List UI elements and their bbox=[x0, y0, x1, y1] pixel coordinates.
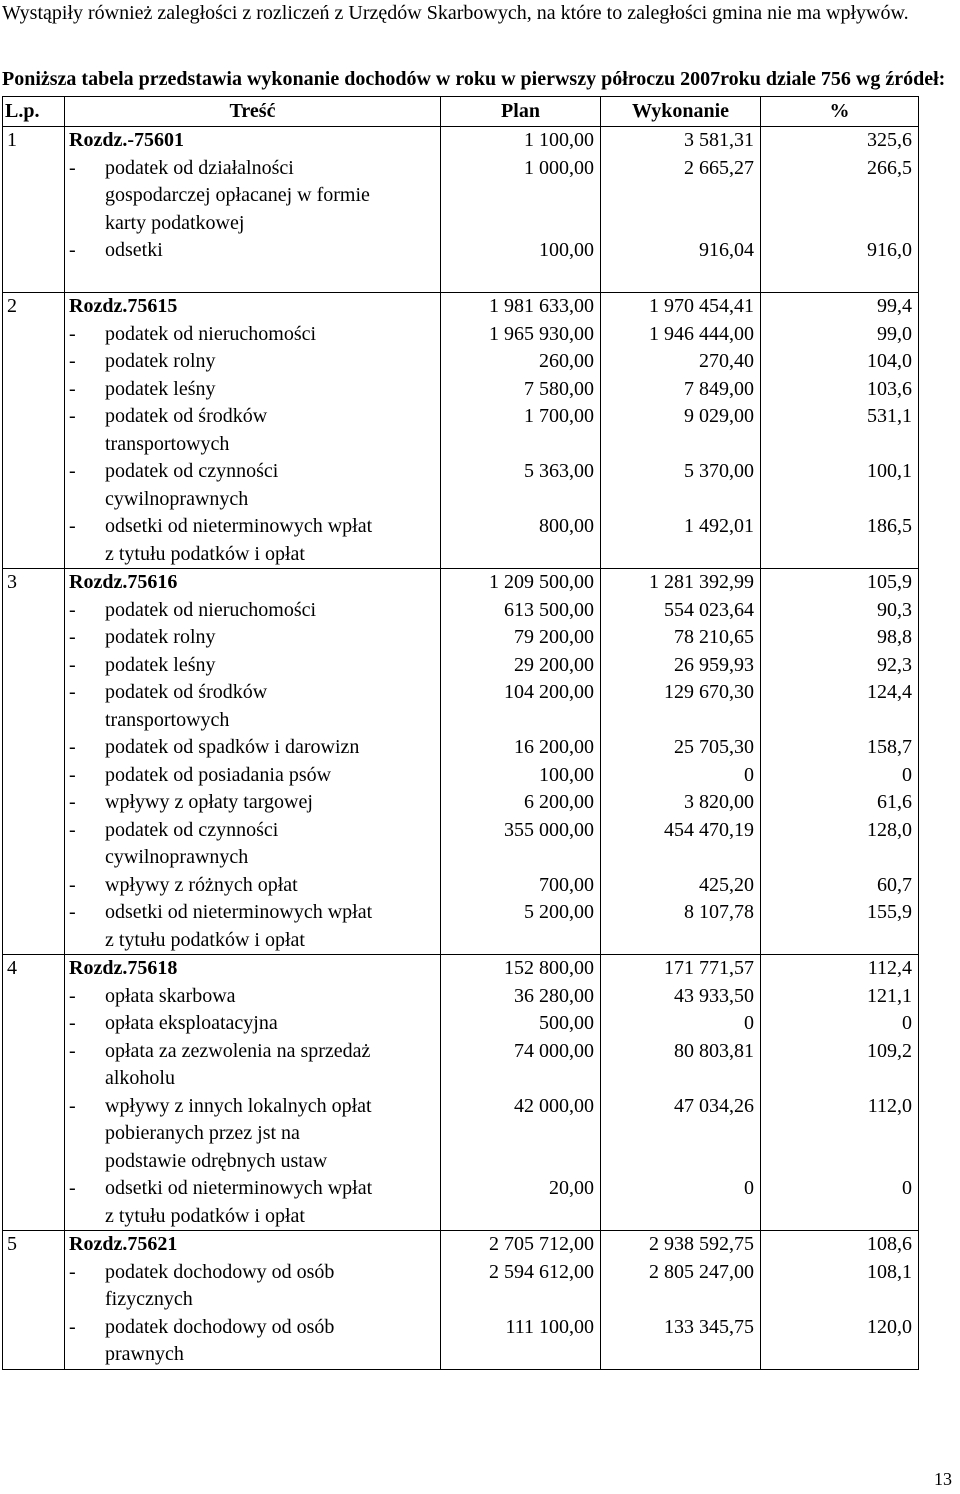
wykonanie-value: 425,20 bbox=[699, 873, 754, 896]
item-label-line: - podatek dochodowy od osób bbox=[69, 1260, 335, 1283]
wykonanie-value: 0 bbox=[744, 763, 754, 786]
row-lp bbox=[3, 1231, 65, 1370]
plan-value: 2 705 712,00 bbox=[489, 1233, 594, 1255]
pct-value: 103,6 bbox=[867, 377, 912, 400]
pct-value: 109,2 bbox=[867, 1039, 912, 1062]
item-label-line: - podatek od środków bbox=[69, 681, 268, 703]
table-row bbox=[3, 293, 919, 569]
item-label-line: - odsetki od nieterminowych wpłat bbox=[69, 1177, 373, 1199]
item-label-line: - podatek rolny bbox=[69, 350, 216, 372]
item-label-line bbox=[69, 1148, 440, 1176]
row-plan bbox=[441, 955, 601, 1231]
item-label-line bbox=[69, 431, 440, 459]
row-plan bbox=[441, 293, 601, 569]
wykonanie-value: 0 bbox=[744, 1012, 754, 1034]
item-label-line: - podatek leśny bbox=[69, 377, 216, 400]
item-label-text: odsetki bbox=[105, 239, 163, 261]
page-number: 13 bbox=[934, 1469, 952, 1489]
item-label-text: odsetki od nieterminowych wpłat bbox=[105, 901, 373, 923]
pct-value: 108,1 bbox=[867, 1260, 912, 1283]
item-label-line: - podatek rolny bbox=[69, 626, 216, 648]
row-pct bbox=[761, 127, 919, 293]
item-label-text: wpływy z opłaty targowej bbox=[105, 791, 313, 813]
wykonanie-value: 454 470,19 bbox=[664, 818, 754, 841]
section-title: Rozdz.75615 bbox=[69, 295, 178, 317]
item-label-line: - podatek od środków bbox=[69, 405, 268, 427]
wykonanie-value: 1 281 392,99 bbox=[649, 571, 754, 593]
item-label-text: podatek od nieruchomości bbox=[105, 322, 317, 345]
pct-value: 531,1 bbox=[867, 405, 912, 427]
item-label-line: - odsetki od nieterminowych wpłat bbox=[69, 515, 373, 537]
plan-value: 260,00 bbox=[539, 350, 594, 372]
pct-value: 98,8 bbox=[877, 626, 912, 648]
row-wykonanie bbox=[601, 569, 761, 955]
item-label-text: karty podatkowej bbox=[105, 211, 245, 234]
item-label-line bbox=[69, 927, 440, 955]
pct-value: 104,0 bbox=[867, 350, 912, 372]
pct-value: 108,6 bbox=[867, 1233, 912, 1255]
pct-value: 158,7 bbox=[867, 736, 912, 758]
item-label-text: podatek od czynności bbox=[105, 818, 279, 841]
plan-value: 111 100,00 bbox=[505, 1315, 594, 1338]
header-tresc: Treść bbox=[65, 97, 441, 127]
plan-value: 500,00 bbox=[539, 1012, 594, 1034]
pct-value: 186,5 bbox=[867, 515, 912, 537]
pct-value: 0 bbox=[902, 1177, 912, 1199]
item-label-text: podatek od czynności bbox=[105, 460, 279, 482]
section-title: Rozdz.75621 bbox=[69, 1233, 178, 1255]
row-wykonanie bbox=[601, 955, 761, 1231]
pct-value: 121,1 bbox=[867, 984, 912, 1007]
row-description bbox=[65, 1231, 441, 1370]
plan-value: 2 594 612,00 bbox=[489, 1260, 594, 1283]
header-lp: L.p. bbox=[3, 97, 65, 127]
item-label-text: podatek od spadków i darowizn bbox=[105, 736, 360, 758]
item-label-text: podatek od posiadania psów bbox=[105, 763, 332, 786]
wykonanie-value: 25 705,30 bbox=[674, 736, 754, 758]
row-plan bbox=[441, 1231, 601, 1370]
row-lp bbox=[3, 127, 65, 293]
section-title: Rozdz.-75601 bbox=[69, 129, 184, 151]
item-label-text: podstawie odrębnych ustaw bbox=[105, 1149, 328, 1172]
item-label-line bbox=[69, 541, 440, 569]
item-label-line bbox=[69, 486, 440, 514]
wykonanie-value: 1 946 444,00 bbox=[649, 322, 754, 345]
wykonanie-value: 78 210,65 bbox=[674, 626, 754, 648]
pct-value: 92,3 bbox=[877, 653, 912, 676]
item-label-line: - wpływy z opłaty targowej bbox=[69, 791, 313, 813]
header-pct: % bbox=[761, 97, 919, 127]
item-label-text: podatek dochodowy od osób bbox=[105, 1315, 335, 1338]
table-row bbox=[3, 127, 919, 293]
item-label-text: pobieranych przez jst na bbox=[105, 1122, 300, 1144]
item-label-line: - opłata skarbowa bbox=[69, 984, 236, 1007]
row-lp bbox=[3, 293, 65, 569]
wykonanie-value: 26 959,93 bbox=[674, 653, 754, 676]
table-header-row bbox=[3, 97, 919, 127]
plan-value: 152 800,00 bbox=[504, 957, 594, 979]
item-label-text: opłata skarbowa bbox=[105, 984, 236, 1007]
item-label-line: - wpływy z innych lokalnych opłat bbox=[69, 1094, 372, 1117]
row-lp-value: 4 bbox=[7, 957, 17, 979]
item-label-text: alkoholu bbox=[105, 1067, 175, 1089]
table-row bbox=[3, 955, 919, 1231]
row-description bbox=[65, 127, 441, 293]
wykonanie-value: 7 849,00 bbox=[684, 377, 754, 400]
plan-value: 800,00 bbox=[539, 515, 594, 537]
header-wykonanie: Wykonanie bbox=[601, 97, 761, 127]
item-label-line: - podatek od działalności bbox=[69, 156, 294, 179]
row-pct bbox=[761, 569, 919, 955]
item-label-text: fizycznych bbox=[105, 1288, 193, 1310]
pct-value: 99,4 bbox=[877, 295, 912, 317]
row-lp-value: 5 bbox=[7, 1233, 17, 1255]
row-lp-value: 2 bbox=[7, 295, 17, 317]
item-label-text: prawnych bbox=[105, 1343, 184, 1365]
plan-value: 100,00 bbox=[539, 763, 594, 786]
row-wykonanie bbox=[601, 127, 761, 293]
pct-value: 112,4 bbox=[867, 957, 912, 979]
item-label-text: transportowych bbox=[105, 708, 230, 731]
plan-value: 6 200,00 bbox=[524, 791, 594, 813]
wykonanie-value: 1 970 454,41 bbox=[649, 295, 754, 317]
item-label-text: cywilnoprawnych bbox=[105, 487, 249, 510]
pct-value: 105,9 bbox=[867, 571, 912, 593]
plan-value: 42 000,00 bbox=[514, 1094, 594, 1117]
wykonanie-value: 8 107,78 bbox=[684, 901, 754, 923]
wykonanie-value: 5 370,00 bbox=[684, 460, 754, 482]
wykonanie-value: 0 bbox=[744, 1177, 754, 1199]
item-label-text: podatek od środków bbox=[105, 405, 268, 427]
item-label-text: odsetki od nieterminowych wpłat bbox=[105, 1177, 373, 1199]
pct-value: 112,0 bbox=[867, 1094, 912, 1117]
wykonanie-value: 2 665,27 bbox=[684, 156, 754, 179]
row-lp bbox=[3, 955, 65, 1231]
item-label-text: opłata eksploatacyjna bbox=[105, 1012, 278, 1034]
pct-value: 325,6 bbox=[867, 129, 912, 151]
item-label-text: z tytułu podatków i opłat bbox=[105, 1204, 305, 1227]
wykonanie-value: 2 938 592,75 bbox=[649, 1233, 754, 1255]
row-pct bbox=[761, 293, 919, 569]
pct-value: 155,9 bbox=[867, 901, 912, 923]
wykonanie-value: 916,04 bbox=[699, 239, 754, 261]
wykonanie-value: 133 345,75 bbox=[664, 1315, 754, 1338]
pct-value: 99,0 bbox=[877, 322, 912, 345]
intro-paragraph: Wystąpiły również zaległości z rozliczeń z Urzędów Skarbowych, na które to zaległości gmina nie ma wpływów. bbox=[2, 2, 909, 24]
pct-value: 0 bbox=[902, 763, 912, 786]
item-label-text: podatek leśny bbox=[105, 377, 216, 400]
row-pct bbox=[761, 1231, 919, 1370]
item-label-text: podatek od nieruchomości bbox=[105, 598, 317, 621]
plan-value: 5 363,00 bbox=[524, 460, 594, 482]
wykonanie-value: 270,40 bbox=[699, 350, 754, 372]
item-label-text: transportowych bbox=[105, 432, 230, 455]
wykonanie-value: 3 581,31 bbox=[684, 129, 754, 151]
row-lp-value: 1 bbox=[7, 129, 17, 151]
item-label-line bbox=[69, 707, 440, 735]
item-label-text: odsetki od nieterminowych wpłat bbox=[105, 515, 373, 537]
plan-value: 36 280,00 bbox=[514, 984, 594, 1007]
plan-value: 29 200,00 bbox=[514, 653, 594, 676]
item-label-line bbox=[69, 1120, 440, 1148]
item-label-line bbox=[69, 210, 440, 238]
wykonanie-value: 47 034,26 bbox=[674, 1094, 754, 1117]
plan-value: 74 000,00 bbox=[514, 1039, 594, 1062]
row-lp-value: 3 bbox=[7, 571, 17, 593]
wykonanie-value: 1 492,01 bbox=[684, 515, 754, 537]
pct-value: 916,0 bbox=[867, 239, 912, 261]
pct-value: 0 bbox=[902, 1012, 912, 1034]
item-label-line: - podatek od nieruchomości bbox=[69, 322, 317, 345]
plan-value: 1 700,00 bbox=[524, 405, 594, 427]
plan-value: 700,00 bbox=[539, 873, 594, 896]
item-label-text: podatek leśny bbox=[105, 653, 216, 676]
plan-value: 1 965 930,00 bbox=[489, 322, 594, 345]
item-label-line bbox=[69, 1065, 440, 1093]
income-table bbox=[2, 96, 919, 1370]
pct-value: 100,1 bbox=[867, 460, 912, 482]
item-label-line bbox=[69, 182, 440, 210]
row-pct bbox=[761, 955, 919, 1231]
item-label-line: - podatek od czynności bbox=[69, 818, 279, 841]
plan-value: 355 000,00 bbox=[504, 818, 594, 841]
wykonanie-value: 9 029,00 bbox=[684, 405, 754, 427]
wykonanie-value: 129 670,30 bbox=[664, 681, 754, 703]
pct-value: 128,0 bbox=[867, 818, 912, 841]
table-row bbox=[3, 569, 919, 955]
plan-value: 613 500,00 bbox=[504, 598, 594, 621]
item-label-line: - podatek od nieruchomości bbox=[69, 598, 317, 621]
pct-value: 90,3 bbox=[877, 598, 912, 621]
plan-value: 20,00 bbox=[549, 1177, 594, 1199]
item-label-line: - wpływy z różnych opłat bbox=[69, 873, 298, 896]
item-label-line: - podatek od posiadania psów bbox=[69, 763, 332, 786]
item-label-text: opłata za zezwolenia na sprzedaż bbox=[105, 1039, 371, 1062]
pct-value: 61,6 bbox=[877, 791, 912, 813]
wykonanie-value: 80 803,81 bbox=[674, 1039, 754, 1062]
plan-value: 7 580,00 bbox=[524, 377, 594, 400]
item-label-line: - podatek leśny bbox=[69, 653, 216, 676]
wykonanie-value: 554 023,64 bbox=[664, 598, 754, 621]
pct-value: 266,5 bbox=[867, 156, 912, 179]
table-row bbox=[3, 1231, 919, 1370]
wykonanie-value: 3 820,00 bbox=[684, 791, 754, 813]
plan-value: 79 200,00 bbox=[514, 626, 594, 648]
row-description bbox=[65, 955, 441, 1231]
row-plan bbox=[441, 127, 601, 293]
item-label-line: - odsetki od nieterminowych wpłat bbox=[69, 901, 373, 923]
item-label-text: podatek od środków bbox=[105, 681, 268, 703]
row-description bbox=[65, 293, 441, 569]
item-label-line: - odsetki bbox=[69, 239, 163, 261]
item-label-text: z tytułu podatków i opłat bbox=[105, 542, 305, 565]
item-label-text: podatek dochodowy od osób bbox=[105, 1260, 335, 1283]
item-label-line bbox=[69, 844, 440, 872]
plan-value: 16 200,00 bbox=[514, 736, 594, 758]
item-label-text: z tytułu podatków i opłat bbox=[105, 928, 305, 951]
plan-value: 100,00 bbox=[539, 239, 594, 261]
pct-value: 120,0 bbox=[867, 1315, 912, 1338]
item-label-line: - podatek dochodowy od osób bbox=[69, 1315, 335, 1338]
row-plan bbox=[441, 569, 601, 955]
item-label-line bbox=[69, 1341, 440, 1369]
plan-value: 1 000,00 bbox=[524, 156, 594, 179]
item-label-line bbox=[69, 1203, 440, 1231]
row-wykonanie bbox=[601, 293, 761, 569]
item-label-text: podatek od działalności bbox=[105, 156, 294, 179]
item-label-line: - opłata za zezwolenia na sprzedaż bbox=[69, 1039, 371, 1062]
wykonanie-value: 43 933,50 bbox=[674, 984, 754, 1007]
plan-value: 5 200,00 bbox=[524, 901, 594, 923]
plan-value: 1 100,00 bbox=[524, 129, 594, 151]
row-wykonanie bbox=[601, 1231, 761, 1370]
item-label-line: - podatek od spadków i darowizn bbox=[69, 736, 360, 758]
item-label-text: cywilnoprawnych bbox=[105, 846, 249, 868]
pct-value: 124,4 bbox=[867, 681, 912, 703]
section-title: Rozdz.75618 bbox=[69, 957, 178, 979]
section-title: Rozdz.75616 bbox=[69, 571, 178, 593]
item-label-text: wpływy z innych lokalnych opłat bbox=[105, 1094, 372, 1117]
item-label-line: - opłata eksploatacyjna bbox=[69, 1012, 278, 1034]
pct-value: 60,7 bbox=[877, 873, 912, 896]
header-plan: Plan bbox=[441, 97, 601, 127]
wykonanie-value: 171 771,57 bbox=[664, 957, 754, 979]
row-lp bbox=[3, 569, 65, 955]
plan-value: 104 200,00 bbox=[504, 681, 594, 703]
wykonanie-value: 2 805 247,00 bbox=[649, 1260, 754, 1283]
item-label-text: wpływy z różnych opłat bbox=[105, 873, 298, 896]
item-label-text: gospodarczej opłacanej w formie bbox=[105, 184, 370, 206]
row-description bbox=[65, 569, 441, 955]
plan-value: 1 981 633,00 bbox=[489, 295, 594, 317]
item-label-text: podatek rolny bbox=[105, 350, 216, 372]
table-caption: Poniższa tabela przedstawia wykonanie dochodów w roku w pierwszy półroczu 2007roku dziale 756 wg źródeł: bbox=[2, 68, 946, 90]
item-label-line: - podatek od czynności bbox=[69, 460, 279, 482]
plan-value: 1 209 500,00 bbox=[489, 571, 594, 593]
item-label-line bbox=[69, 1286, 440, 1314]
item-label-text: podatek rolny bbox=[105, 626, 216, 648]
